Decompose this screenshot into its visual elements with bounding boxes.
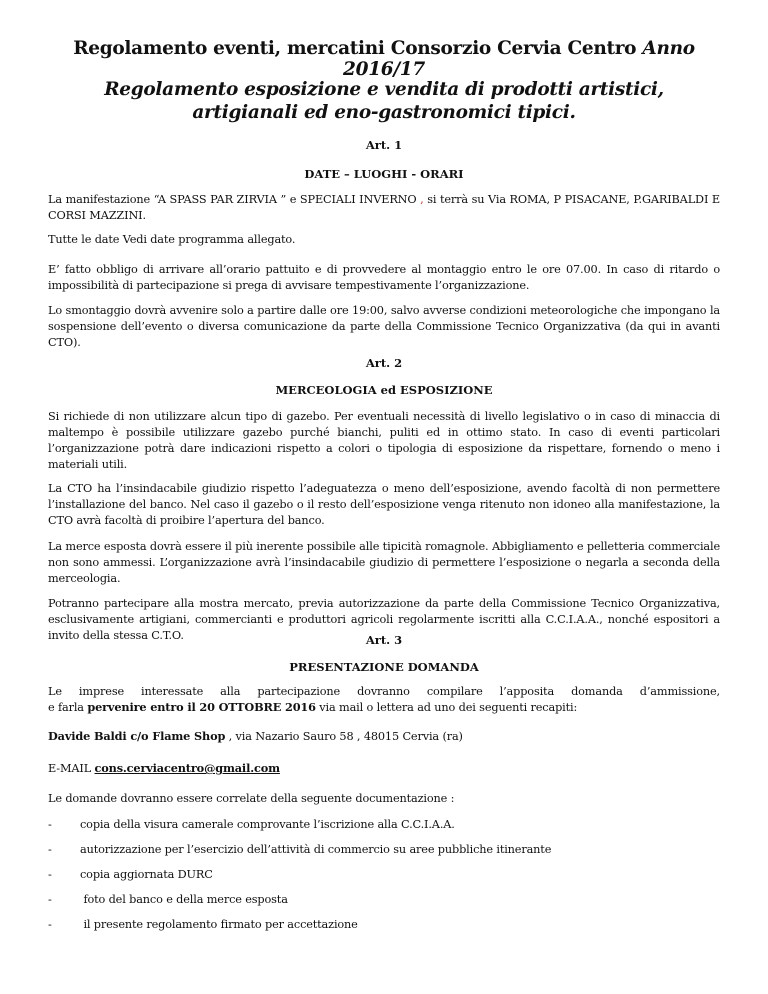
art2-paragraph-3: La merce esposta dovrà essere il più inerente possibile alle tipicità romagnole. Abbigliamento e pelletteria commerciale non sono ammessi. L’organizzazione avrà l’insindacabile giudizio di permettere l’esposizione o negarla a seconda della merceologia. (48, 540, 720, 585)
art1-p1-comma: , (420, 193, 424, 206)
art3-number: Art. 3 (365, 633, 403, 647)
art1-heading: DATE – LUOGHI - ORARI (304, 167, 464, 181)
doc-bullet: - (48, 818, 52, 831)
document-title (40, 38, 728, 80)
art3-paragraph-1a: Le imprese interessate alla partecipazione dovranno compilare l’apposita domanda d’ammissione, (48, 685, 720, 698)
art2-heading: MERCEOLOGIA ed ESPOSIZIONE (275, 383, 493, 397)
art1-paragraph-2: Tutte le date Vedi date programma allegato. (48, 233, 296, 246)
docs-intro: Le domande dovranno essere correlate della seguente documentazione : (48, 792, 455, 805)
art2-paragraph-4: Potranno partecipare alla mostra mercato, previa autorizzazione da parte della Commissione Tecnico Organizzativa, esclusivamente artigiani, commercianti e produttori agricoli regolarmente iscritti alla C.C.I.A.A., nonché espositori a invito della stessa C.T.O. (48, 597, 720, 642)
art2-paragraph-2: La CTO ha l’insindacabile giudizio rispetto l’adeguatezza o meno dell’esposizione, avendo facoltà di non permettere l’installazione del banco. Nel caso il gazebo o il resto dell’esposizione venga ritenuto non idoneo alla manifestazione, la CTO avrà facoltà di proibire l’apertura del banco. (48, 482, 720, 527)
contact-line (48, 729, 463, 743)
art3-deadline: pervenire entro il 20 OTTOBRE 2016 (87, 700, 316, 714)
email-link[interactable]: cons.cerviacentro@gmail.com (94, 761, 280, 775)
art3-p1b-post: via mail o lettera ad uno dei seguenti recapiti: (315, 701, 578, 714)
art1-p1-text-b: si terrà su Via ROMA, P PISACANE, P.GARIBALDI E CORSI MAZZINI. (48, 193, 720, 222)
doc-item-2: autorizzazione per l’esercizio dell’attività di commercio su aree pubbliche itinerante (80, 843, 552, 856)
art1-number: Art. 1 (365, 138, 403, 152)
art1-paragraph-4: Lo smontaggio dovrà avvenire solo a partire dalle ore 19:00, salvo avverse condizioni meteorologiche che impongano la sospensione dell’evento o diversa comunicazione da parte della Commissione Tecnico Organizzativa (da qui in avanti CTO). (48, 304, 720, 349)
doc-item-1: copia della visura camerale comprovante l’iscrizione alla C.C.I.A.A. (80, 818, 455, 831)
doc-item-5: il presente regolamento firmato per accettazione (80, 918, 358, 931)
doc-item-3: copia aggiornata DURC (80, 868, 213, 881)
doc-bullet: - (48, 918, 52, 931)
art2-paragraph-1: Si richiede di non utilizzare alcun tipo di gazebo. Per eventuali necessità di livello legislativo o in caso di minaccia di maltempo è possibile utilizzare gazebo purché bianchi, puliti ed in ottimo stato. In caso di eventi particolari l’organizzazione potrà dare indicazioni rispetto a colori o tipologia di esposizione da rispettare, fornendo o meno i materiali utili. (48, 410, 720, 471)
email-line (48, 761, 280, 775)
contact-name: Davide Baldi c/o Flame Shop (48, 729, 226, 743)
document-subtitle: Regolamento esposizione e vendita di prodotti artistici, artigianali ed eno-gastronomici tipici. (104, 79, 664, 123)
doc-bullet: - (48, 893, 52, 906)
contact-address: , via Nazario Sauro 58 , 48015 Cervia (ra) (225, 730, 463, 743)
art3-heading: PRESENTAZIONE DOMANDA (289, 660, 479, 674)
doc-bullet: - (48, 868, 52, 881)
art1-paragraph-3: E’ fatto obbligo di arrivare all’orario pattuito e di provvedere al montaggio entro le ore 07.00. In caso di ritardo o impossibilità di partecipazione si prega di avvisare tempestivamente l’organizzazione. (48, 263, 720, 292)
doc-item-4: foto del banco e della merce esposta (80, 893, 288, 906)
doc-bullet: - (48, 843, 52, 856)
art2-number: Art. 2 (365, 356, 403, 370)
title-year: Anno 2016/17 (343, 38, 695, 80)
art1-paragraph-1 (48, 192, 720, 224)
title-main: Regolamento eventi, mercatini Consorzio Cervia Centro (73, 38, 637, 59)
art3-paragraph-1b (48, 700, 577, 714)
email-label: E-MAIL (48, 762, 95, 775)
art3-p1b-pre: e farla (48, 701, 88, 714)
art1-p1-text-a: La manifestazione “A SPASS PAR ZIRVIA ” e SPECIALI INVERNO (48, 193, 417, 206)
